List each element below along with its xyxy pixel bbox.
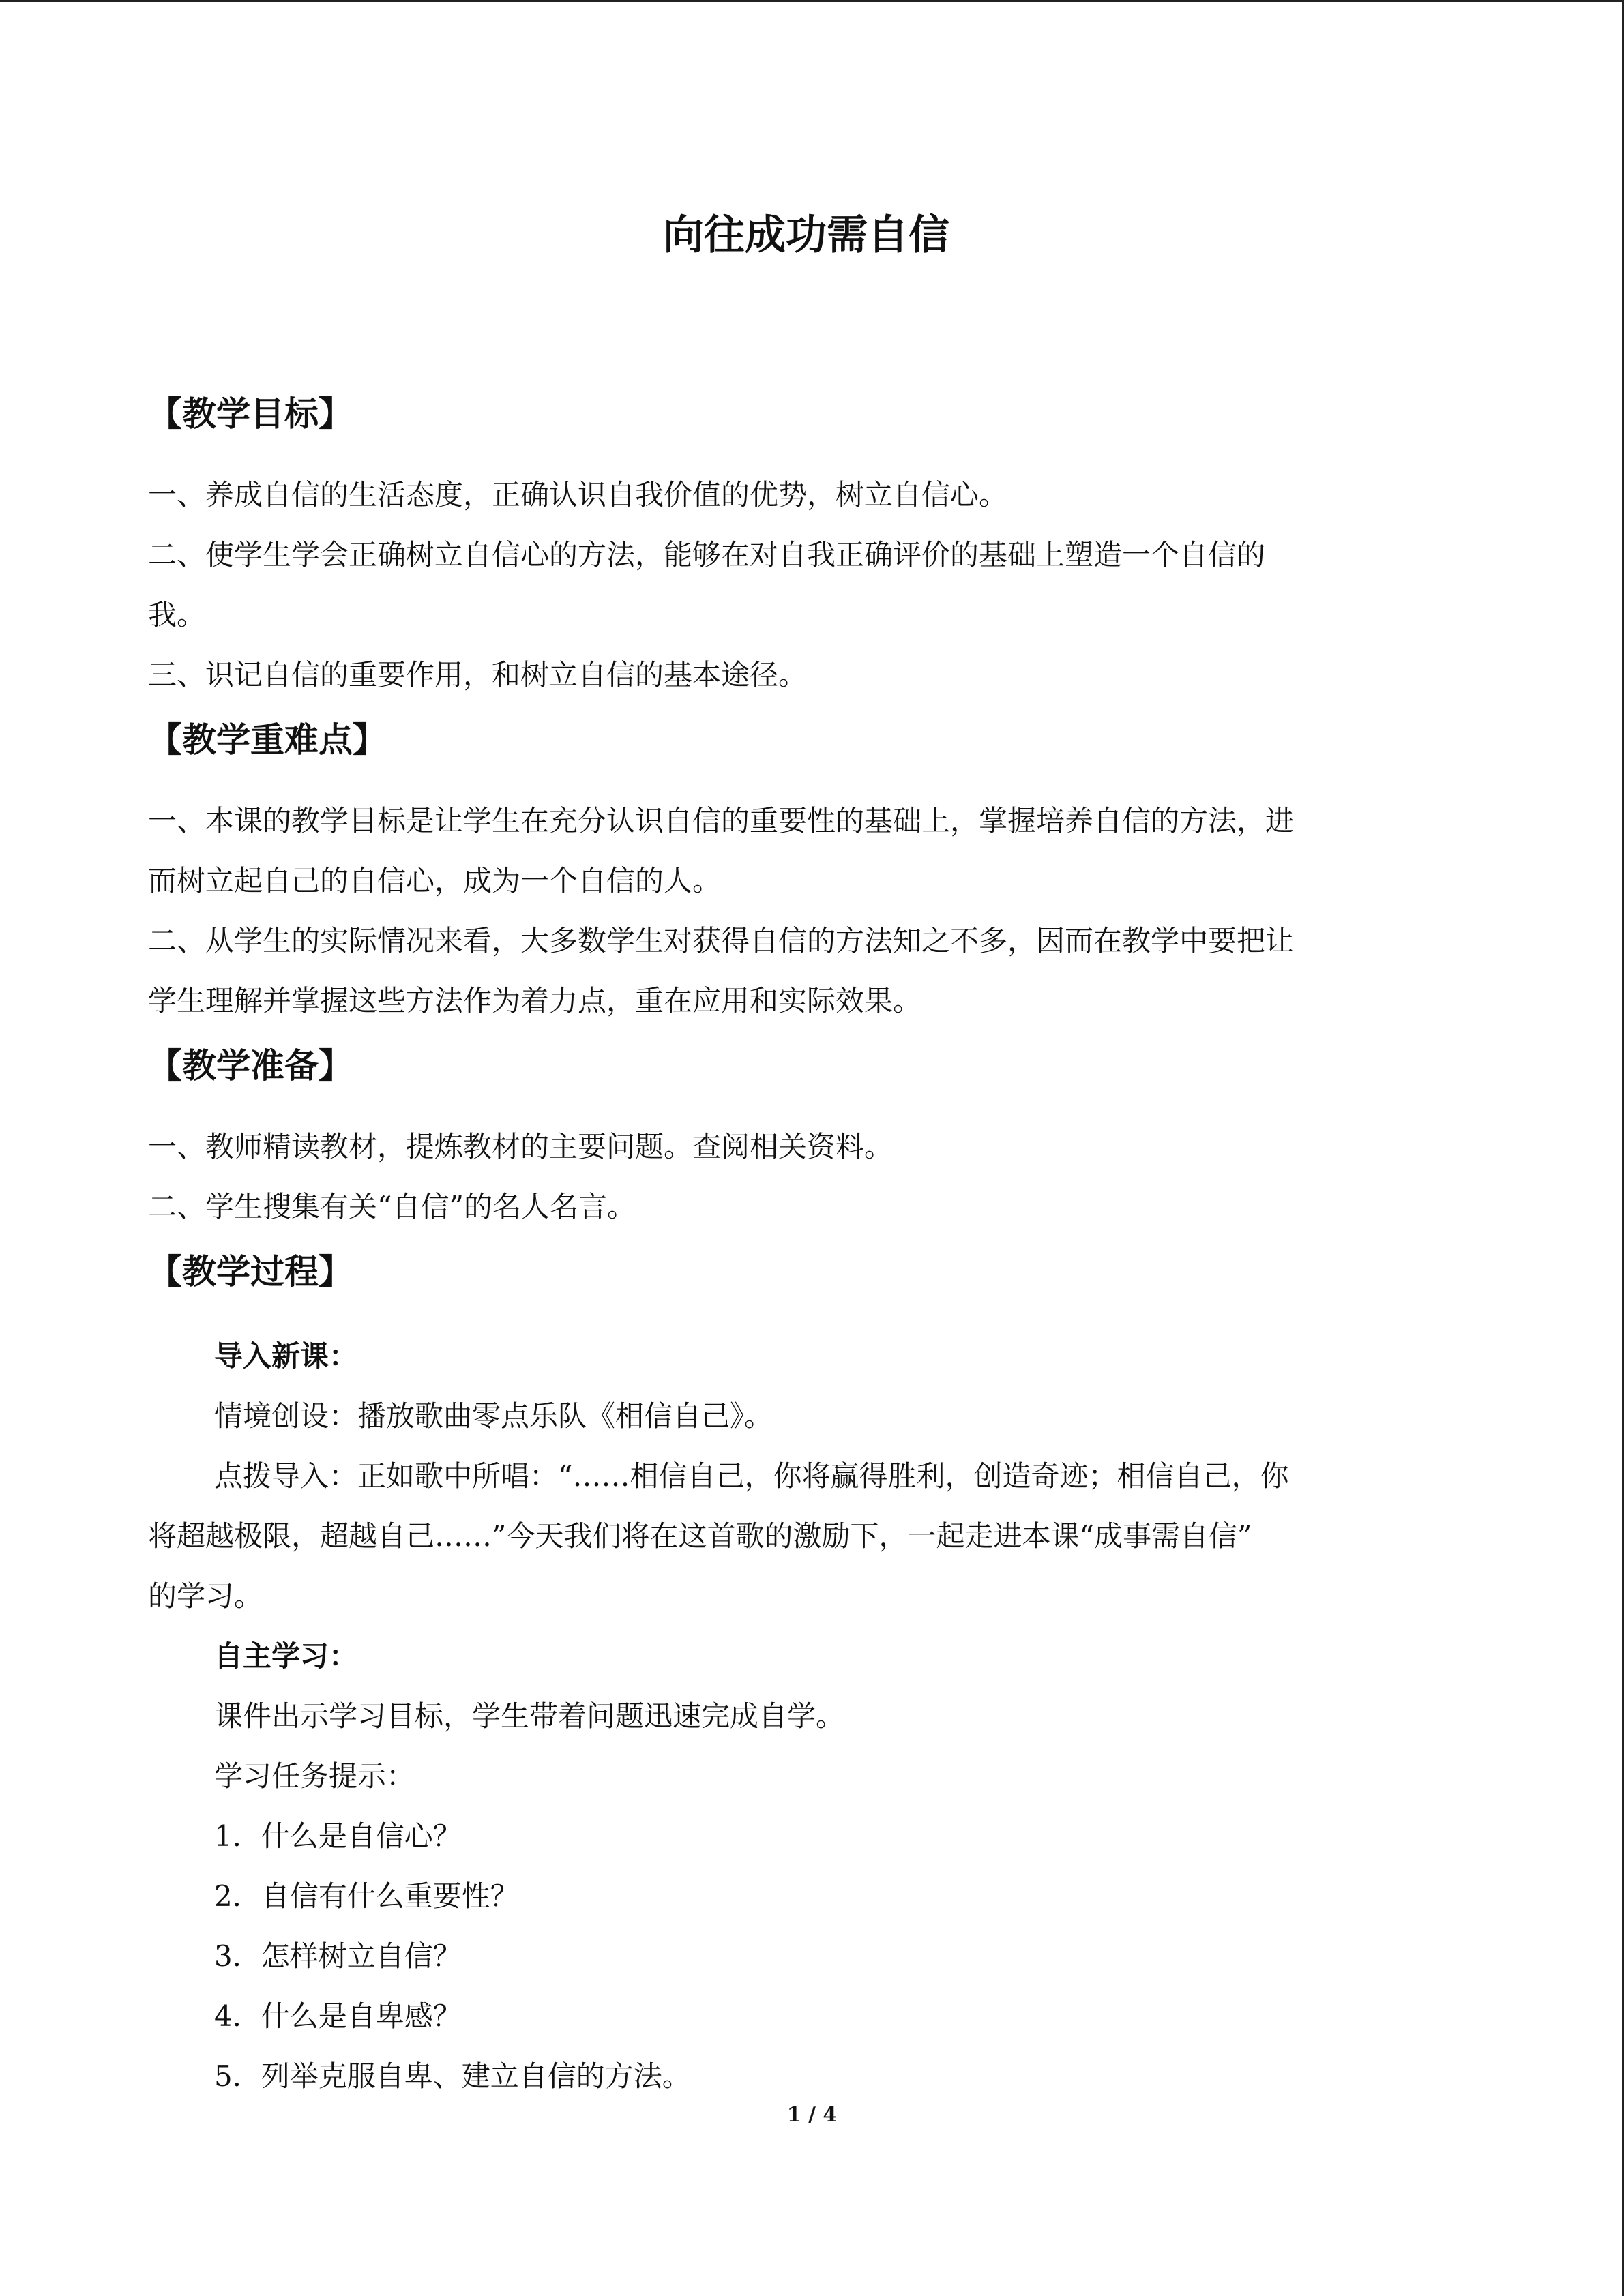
self-study-text: 课件出示学习目标，学生带着问题迅速完成自学。: [214, 1699, 845, 1733]
intro-guide-line-2: 将超越极限，超越自己……”今天我们将在这首歌的激励下，一起走进本课“成事需自信”: [148, 1519, 1252, 1553]
goal-item-2-cont: 我。: [148, 598, 206, 631]
key-point-item-2-cont: 学生理解并掌握这些方法作为着力点，重在应用和实际效果。: [148, 984, 922, 1017]
page-border-top: [0, 0, 1624, 2]
self-study-label: 自主学习：: [214, 1639, 358, 1673]
task-item-5: 5．列举克服自卑、建立自信的方法。: [214, 2059, 691, 2093]
preparation-item-2: 二、学生搜集有关“自信”的名人名言。: [148, 1190, 636, 1223]
task-item-1: 1．什么是自信心？: [214, 1819, 462, 1853]
key-point-item-1: 一、本课的教学目标是让学生在充分认识自信的重要性的基础上，掌握培养自信的方法，进: [148, 804, 1295, 837]
task-item-4: 4．什么是自卑感？: [214, 1999, 462, 2033]
key-point-item-2: 二、从学生的实际情况来看，大多数学生对获得自信的方法知之不多，因而在教学中要把让: [148, 924, 1295, 957]
section-heading-process: 【教学过程】: [148, 1252, 353, 1292]
section-heading-preparation: 【教学准备】: [148, 1046, 353, 1086]
goal-item-3: 三、识记自信的重要作用，和树立自信的基本途径。: [148, 658, 808, 691]
section-heading-key-points: 【教学重难点】: [148, 720, 387, 760]
goal-item-1: 一、养成自信的生活态度，正确认识自我价值的优势，树立自信心。: [148, 478, 1008, 511]
intro-label: 导入新课：: [214, 1339, 358, 1373]
intro-guide-line-1: 点拨导入：正如歌中所唱：“……相信自己，你将赢得胜利，创造奇迹；相信自己，你: [214, 1459, 1289, 1493]
intro-guide-line-3: 的学习。: [148, 1579, 263, 1613]
intro-scene: 情境创设：播放歌曲零点乐队《相信自己》。: [214, 1399, 773, 1433]
preparation-item-1: 一、教师精读教材，提炼教材的主要问题。查阅相关资料。: [148, 1130, 894, 1163]
document-title: 向往成功需自信: [663, 211, 949, 259]
page-number: 1 / 4: [786, 2103, 838, 2127]
task-item-3: 3．怎样树立自信？: [214, 1939, 462, 1973]
tasks-label: 学习任务提示：: [214, 1759, 415, 1793]
section-heading-goals: 【教学目标】: [148, 394, 353, 434]
goal-item-2: 二、使学生学会正确树立自信心的方法，能够在对自我正确评价的基础上塑造一个自信的: [148, 538, 1266, 571]
key-point-item-1-cont: 而树立起自己的自信心，成为一个自信的人。: [148, 864, 722, 897]
task-item-2: 2．自信有什么重要性？: [214, 1879, 519, 1913]
